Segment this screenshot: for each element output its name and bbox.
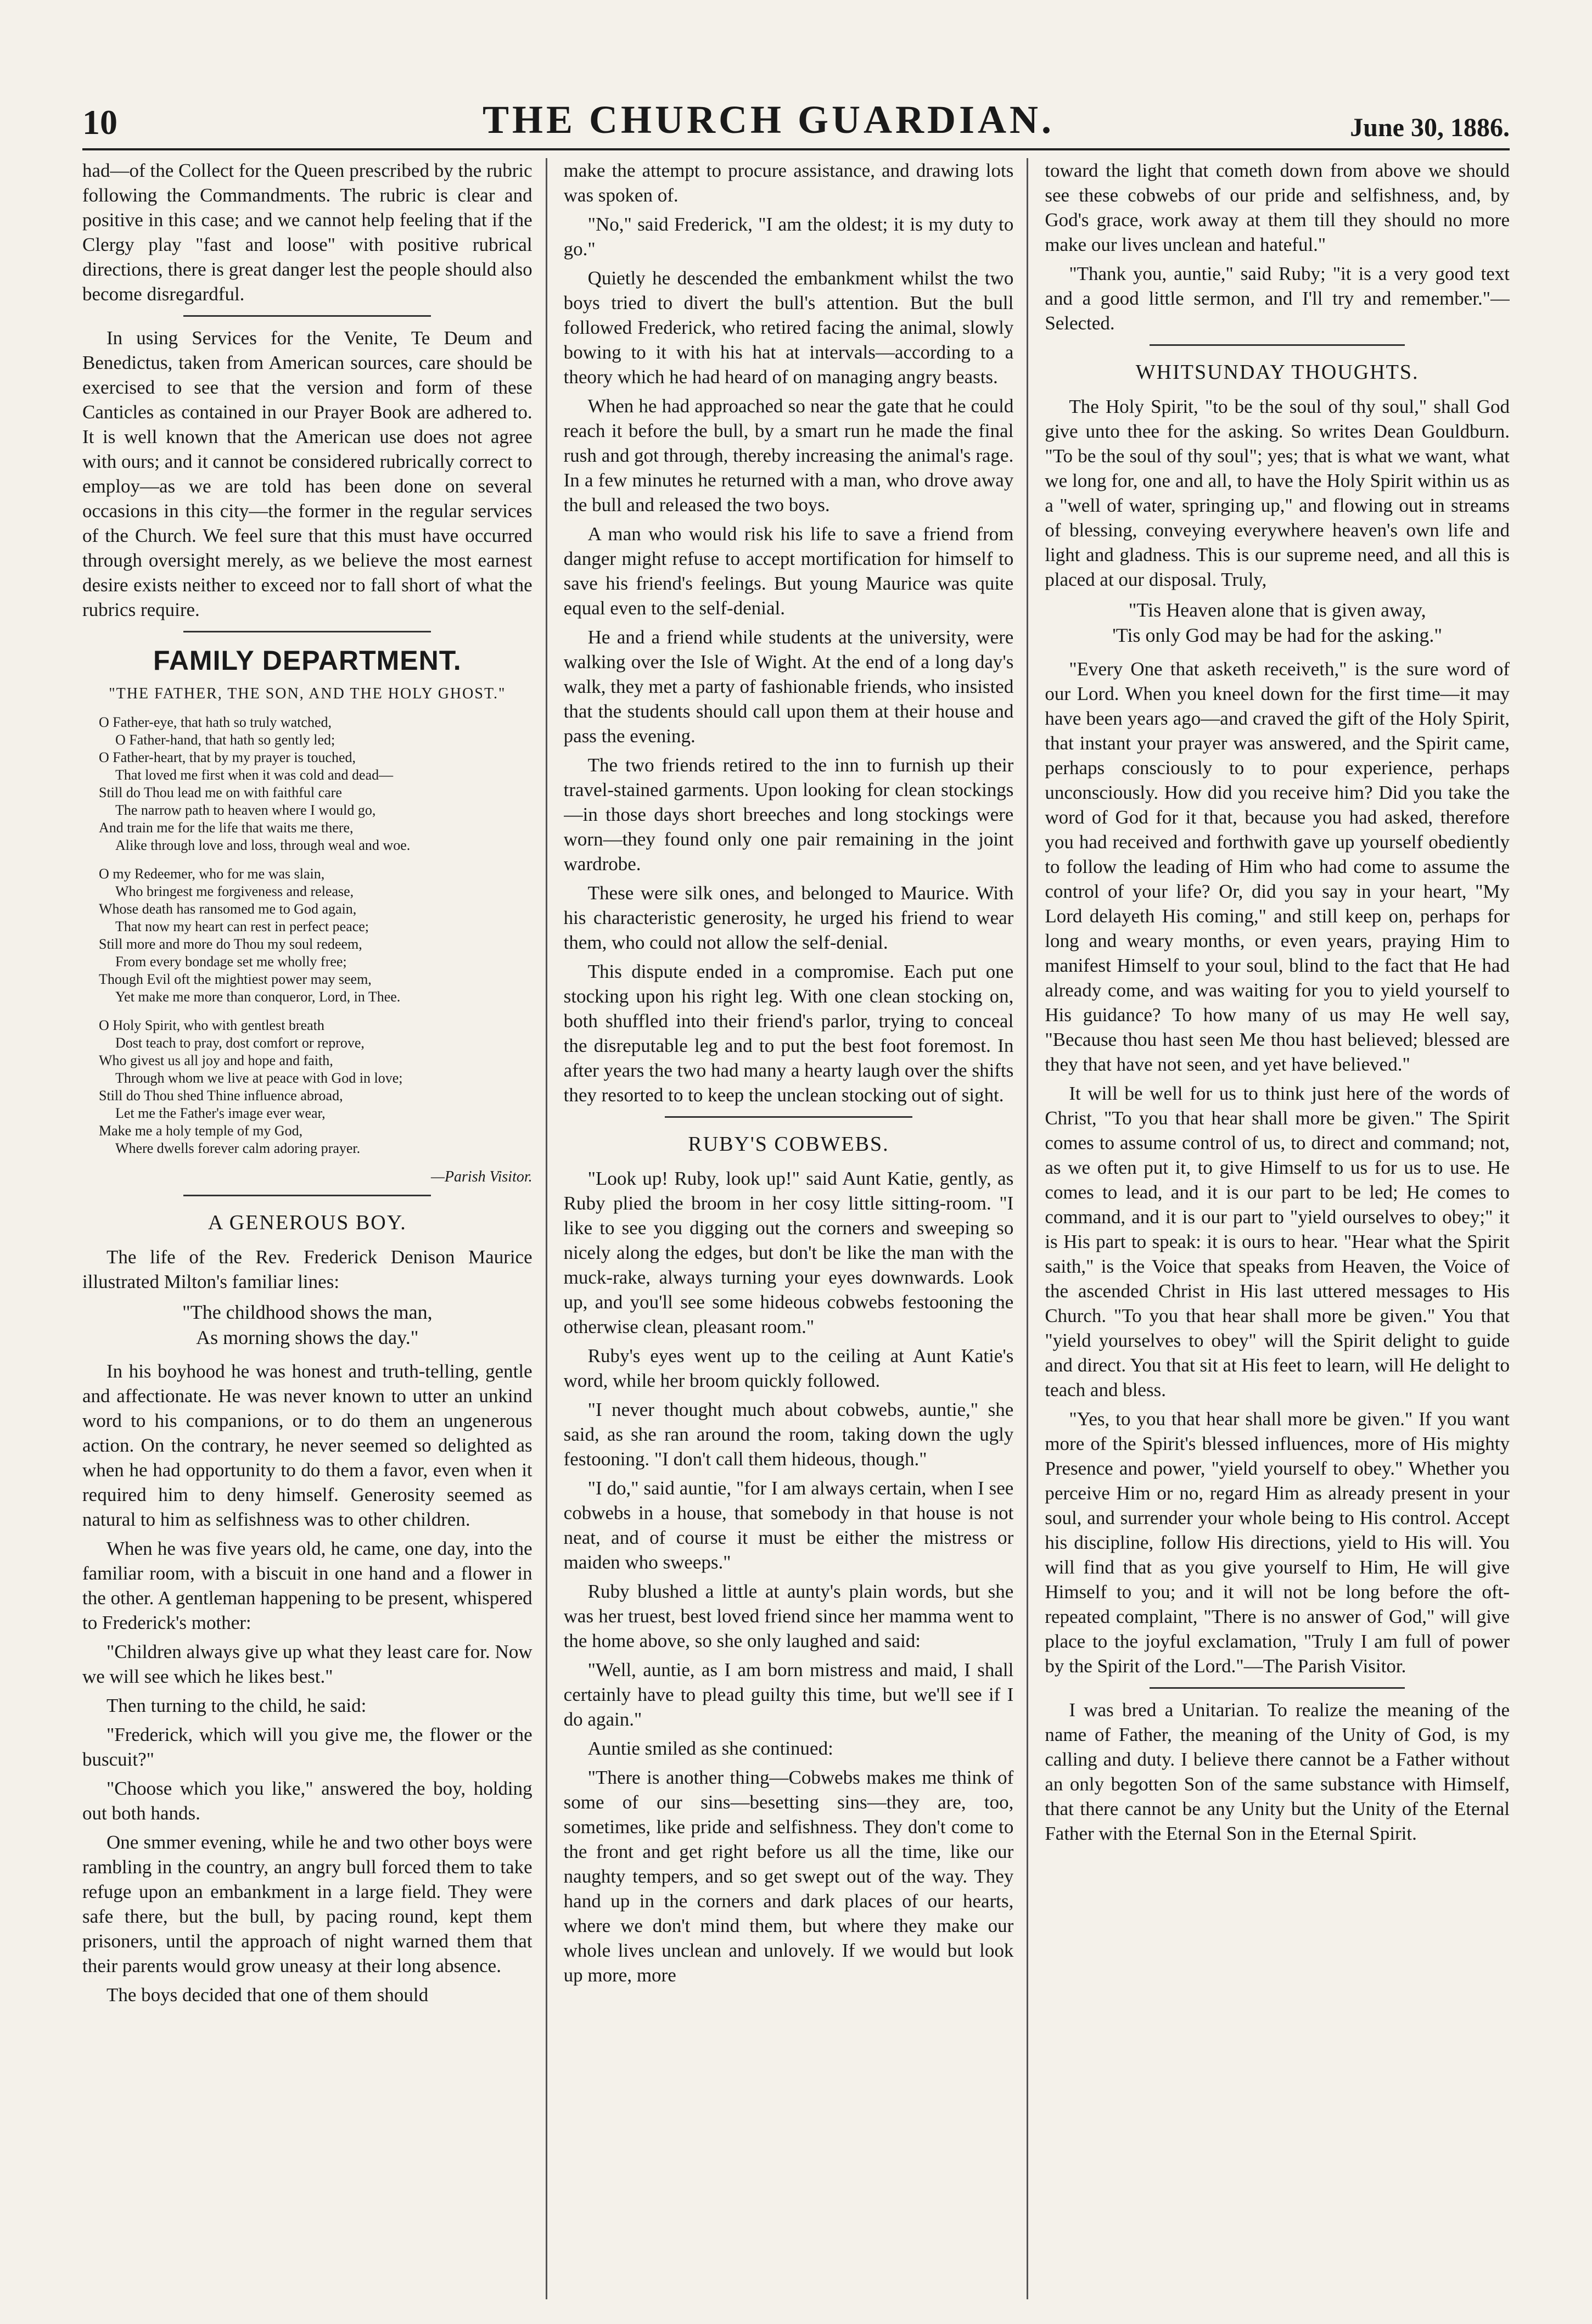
- article-paragraph: "Yes, to you that hear shall more be given." If you want more of the Spirit's blessed influences, more of His mighty Presence and power, "yield yourself to obey." Whether you perceive Him or no, regard Him as already present in your soul, and surrender your whole being to His control. Accept his discipline, follow His directions, yield to His will. You will find that as you give yourself to Him, He will give Himself to you; and it will not be long before the oft-repeated complaint, "There is no answer of God," will give place to the joyful exclamation, "Truly I am full of power by the Spirit of the Lord."—The Parish Visitor.: [1045, 1408, 1510, 1677]
- article-paragraph: The two friends retired to the inn to furnish up their travel-stained garments. Upon looking for clean stockings—in those days short breeches and long stockings were worn—they found only one pair remaining in the joint wardrobe.: [563, 754, 1014, 875]
- poem-line: Through whom we live at peace with God in love;: [115, 1070, 403, 1086]
- poem-line: O Father-hand, that hath so gently led;: [115, 732, 335, 748]
- family-department-heading: FAMILY DEPARTMENT.: [153, 645, 462, 676]
- poem-line: Let me the Father's image ever wear,: [115, 1105, 326, 1121]
- column-3: [1045, 158, 1510, 2299]
- article-paragraph: "Every One that asketh receiveth," is the sure word of our Lord. When you kneel down for the first time—it may have been years ago—and craved the gift of the Holy Spirit, that instant your prayer was answered, and the Spirit came, perhaps consciously to to pour experience, perhaps unconsciously. How did you receive him? Did you take the word of God for it that, because you had asked, therefore you had received and forthwith gave up yourself obediently to follow the leading of Him who had come to assume the control of your life? Or, did you say in your heart, "My Lord delayeth His coming," and still keep on, perhaps for long and weary months, or even years, praying Him to manifest Himself to your soul, blind to the fact that He had already come, and was waiting for you to yield yourself to His guidance? To how many of us may He well say, "Because thou hast seen Me thou hast believed; blessed are they that have not seen, and yet have believed.": [1045, 658, 1510, 1075]
- poem-line: Make me a holy temple of my God,: [99, 1123, 303, 1139]
- poem-line: That loved me first when it was cold and dead—: [115, 767, 394, 783]
- article-paragraph: toward the light that cometh down from above we should see these cobwebs of our pride and selfishness, and, by God's grace, work away at them till they should no more make our lives unclean and hateful.": [1045, 160, 1510, 255]
- divider: [183, 315, 431, 317]
- columns: [82, 158, 1510, 2299]
- article-paragraph: "I never thought much about cobwebs, auntie," she said, as she ran around the room, taking down the ugly festooning. "I don't call them hideous, though.": [563, 1399, 1014, 1470]
- article-paragraph: Ruby blushed a little at aunty's plain words, but she was her truest, best loved friend since her mamma went to the home above, so she only laughed and said:: [563, 1581, 1014, 1651]
- poem-line: And train me for the life that waits me there,: [99, 820, 354, 836]
- article-paragraph: "There is another thing—Cobwebs makes me think of some of our sins—besetting sins—they are, too, sometimes, like pride and selfishness. They don't come to the front and get right before us all the time, like our naughty tempers, and so get swept out of the way. They hand up in the corners and dark places of our hearts, where we don't mind them, but where they make our whole lives unclean and unlovely. If we would but look up more, more: [563, 1767, 1014, 1986]
- article-paragraph: One smmer evening, while he and two other boys were rambling in the country, an angry bull forced them to take refuge upon an embankment in a large field. They were safe there, but the bull, by pacing round, kept them prisoners, until the approach of night warned them that their parents would grow uneasy at their long absence.: [82, 1832, 532, 1976]
- divider: [1150, 344, 1405, 346]
- poem-stanza-1: [99, 714, 532, 854]
- article-paragraph: This dispute ended in a compromise. Each put one stocking upon his right leg. With one clean stocking on, both shuffled into their friend's parlor, trying to conceal the disreputable leg and to put the best foot foremost. In after years the two had many a hearty laugh over the shifts they resorted to to keep the unclean stocking out of sight.: [563, 961, 1014, 1106]
- quote-line: 'Tis only God may be had for the asking.": [1112, 624, 1443, 646]
- divider: [665, 1116, 912, 1118]
- poem-line: O my Redeemer, who for me was slain,: [99, 866, 325, 882]
- article-paragraph: Quietly he descended the embankment whilst the two boys tried to divert the bull's attention. But the bull followed Frederick, who retired facing the animal, slowly bowing to it with his hat at intervals—according to a theory which he had heard of on managing angry beasts.: [563, 267, 1014, 388]
- article-paragraph: In his boyhood he was honest and truth-telling, gentle and affectionate. He was never known to utter an unkind word to his companions, or to do them an ungenerous action. On the contrary, he never seemed so delighted as when he had opportunity to do them a favor, even when it required him to deny himself. Generosity seemed as natural to him as selfishness was to other children.: [82, 1360, 532, 1530]
- article-paragraph: "No," said Frederick, "I am the oldest; it is my duty to go.": [563, 214, 1014, 260]
- article-paragraph: A man who would risk his life to save a friend from danger might refuse to accept mortification for himself to save his friend's feelings. But young Maurice was quite equal even to the self-denial.: [563, 523, 1014, 619]
- poem-line: Where dwells forever calm adoring prayer.: [115, 1140, 361, 1156]
- poem-line: That now my heart can rest in perfect peace;: [115, 919, 369, 934]
- article-paragraph: "Children always give up what they least care for. Now we will see which he likes best.": [82, 1641, 532, 1687]
- poem-credit: —Parish Visitor.: [431, 1168, 532, 1185]
- column-1: [82, 158, 547, 2299]
- article-paragraph: "Look up! Ruby, look up!" said Aunt Katie, gently, as Ruby plied the broom in her cosy little sitting-room. "I like to see you digging out the corners and sweeping so nicely along the edges, but don't be like the man with the muck-rake, always turning your eyes downwards. Look up, and you'll see some hideous cobwebs festooning the otherwise clean, pleasant room.": [563, 1168, 1014, 1337]
- poem-line: O Holy Spirit, who with gentlest breath: [99, 1017, 324, 1033]
- article-paragraph: When he had approached so near the gate that he could reach it before the bull, by a smart run he made the final rush and got through, thereby increasing the animal's rage. In a few minutes he returned with a man, who drove away the bull and released the two boys.: [563, 395, 1014, 516]
- quote-line: As morning shows the day.": [196, 1326, 419, 1348]
- poem-line: Alike through love and loss, through weal and woe.: [115, 837, 411, 853]
- poem: [82, 714, 532, 1157]
- milton-quote: [82, 1300, 532, 1350]
- poem-line: Still more and more do Thou my soul redeem,: [99, 936, 362, 952]
- quote-line: "The childhood shows the man,: [182, 1301, 433, 1323]
- poem-line: Who givest us all joy and hope and faith,: [99, 1052, 333, 1068]
- article-paragraph: "Well, auntie, as I am born mistress and maid, I shall certainly have to plead guilty this time, but we'll see if I do again.": [563, 1659, 1014, 1730]
- poem-line: Still do Thou lead me on with faithful care: [99, 785, 342, 800]
- poem-line: O Father-eye, that hath so truly watched,: [99, 714, 332, 730]
- poem-line: From every bondage set me wholly free;: [115, 954, 347, 970]
- page-number: 10: [82, 103, 117, 142]
- poem-line: Yet make me more than conqueror, Lord, in Thee.: [115, 989, 401, 1005]
- article-paragraph: "Thank you, auntie," said Ruby; "it is a very good text and a good little sermon, and I'll try and remember."—Selected.: [1045, 263, 1510, 334]
- article-paragraph: In using Services for the Venite, Te Deum and Benedictus, taken from American sources, care should be exercised to see that the version and form of these Canticles as contained in our Prayer Book are adhered to. It is well known that the American use does not agree with ours; and it cannot be considered rubrically correct to employ—as we are told has been done on several occasions in this city—the former in the regular services of the Church. We feel sure that this must have occurred through oversight merely, as we believe the most earnest desire exists neither to exceed nor to fall short of what the rubrics require.: [82, 327, 532, 620]
- poem-line: The narrow path to heaven where I would go,: [115, 802, 376, 818]
- masthead: [82, 88, 1510, 150]
- article-paragraph: He and a friend while students at the university, were walking over the Isle of Wight. At the end of a long day's walk, they met a party of fashionable friends, who insisted that the students should call upon them at their house and pass the evening.: [563, 626, 1014, 747]
- rubys-cobwebs-heading: RUBY'S COBWEBS.: [688, 1133, 889, 1156]
- poem-line: Though Evil oft the mightiest power may seem,: [99, 971, 372, 987]
- article-paragraph: The life of the Rev. Frederick Denison Maurice illustrated Milton's familiar lines:: [82, 1246, 532, 1292]
- divider: [183, 631, 431, 632]
- poem-title: "THE FATHER, THE SON, AND THE HOLY GHOST.": [109, 685, 506, 702]
- article-paragraph: "Frederick, which will you give me, the flower or the buscuit?": [82, 1724, 532, 1770]
- poem-line: Whose death has ransomed me to God again,: [99, 901, 357, 917]
- whitsunday-heading: WHITSUNDAY THOUGHTS.: [1135, 361, 1419, 384]
- article-paragraph: It will be well for us to think just here of the words of Christ, "To you that hear shall more be given." The Spirit comes to assume control of us, to direct and command; not, as we often put it, to give Himself to us for us to use. He comes to lead, and it is our part to be led; He comes to command, and it is our part to "yield ourselves to obey;" it is His part to speak: it is ours to hear. "Hear what the Spirit saith," is the Voice that speaks from Heaven, the Voice of the ascended Christ in His last uttered messages to His Church. "To you that hear shall more be given." You that "yield yourselves to obey" will the Spirit delight to guide and direct. You that sit at His feet to learn, will He delight to teach and bless.: [1045, 1083, 1510, 1401]
- poem-line: O Father-heart, that by my prayer is touched,: [99, 749, 356, 765]
- article-paragraph: When he was five years old, he came, one day, into the familiar room, with a biscuit in one hand and a flower in the other. A gentleman happening to be present, whispered to Frederick's mother:: [82, 1538, 532, 1633]
- article-paragraph: had—of the Collect for the Queen prescribed by the rubric following the Commandments. The rubric is clear and positive in this case; and we cannot help feeling that if the Clergy play "fast and loose" with positive rubrical directions, there is great danger lest the people should also become disregardful.: [82, 160, 532, 305]
- issue-date: June 30, 1886.: [1350, 113, 1510, 142]
- quote-line: "Tis Heaven alone that is given away,: [1128, 599, 1426, 621]
- article-paragraph: The boys decided that one of them should: [106, 1984, 429, 2006]
- poem-line: Who bringest me forgiveness and release,: [115, 883, 354, 899]
- newspaper-title: THE CHURCH GUARDIAN.: [482, 98, 1055, 142]
- divider: [1150, 1687, 1405, 1689]
- article-paragraph: Then turning to the child, he said:: [106, 1695, 367, 1716]
- poem-stanza-3: [99, 1017, 532, 1157]
- article-paragraph: make the attempt to procure assistance, and drawing lots was spoken of.: [563, 160, 1014, 206]
- article-paragraph: "I do," said auntie, "for I am always certain, when I see cobwebs in a house, that somebody in that house is not neat, and of course it must be either the mistress or maiden who sweeps.": [563, 1477, 1014, 1573]
- article-paragraph: The Holy Spirit, "to be the soul of thy soul," shall God give unto thee for the asking. So writes Dean Gouldburn. "To be the soul of thy soul"; yes; that is what we want, what we long for, one and all, to have the Holy Spirit within us as a "well of water, springing up," and flowing out in streams of blessing, conveying everywhere heaven's own life and light and gladness. This is our supreme need, and all this is placed at our disposal. Truly,: [1045, 396, 1510, 590]
- poem-line: Still do Thou shed Thine influence abroad,: [99, 1088, 343, 1104]
- column-2: [564, 158, 1029, 2299]
- generous-boy-heading: A GENEROUS BOY.: [208, 1211, 407, 1234]
- article-paragraph: Ruby's eyes went up to the ceiling at Aunt Katie's word, while her broom quickly followed.: [563, 1345, 1014, 1391]
- article-paragraph: These were silk ones, and belonged to Maurice. With his characteristic generosity, he urged his friend to wear them, who could not allow the self-denial.: [563, 882, 1014, 953]
- poem-line: Dost teach to pray, dost comfort or reprove,: [115, 1035, 365, 1051]
- article-paragraph: "Choose which you like," answered the boy, holding out both hands.: [82, 1778, 532, 1824]
- article-paragraph: Auntie smiled as she continued:: [587, 1738, 833, 1759]
- article-paragraph: I was bred a Unitarian. To realize the meaning of the name of Father, the meaning of the Unity of God, is my calling and duty. I believe there cannot be a Father without an only begotten Son of the same substance with Himself, that there cannot be any Unity but the Unity of the Eternal Father with the Eternal Son in the Eternal Spirit.: [1045, 1699, 1510, 1844]
- poem-stanza-2: [99, 865, 532, 1006]
- divider: [183, 1195, 431, 1196]
- verse-quote: [1045, 597, 1510, 648]
